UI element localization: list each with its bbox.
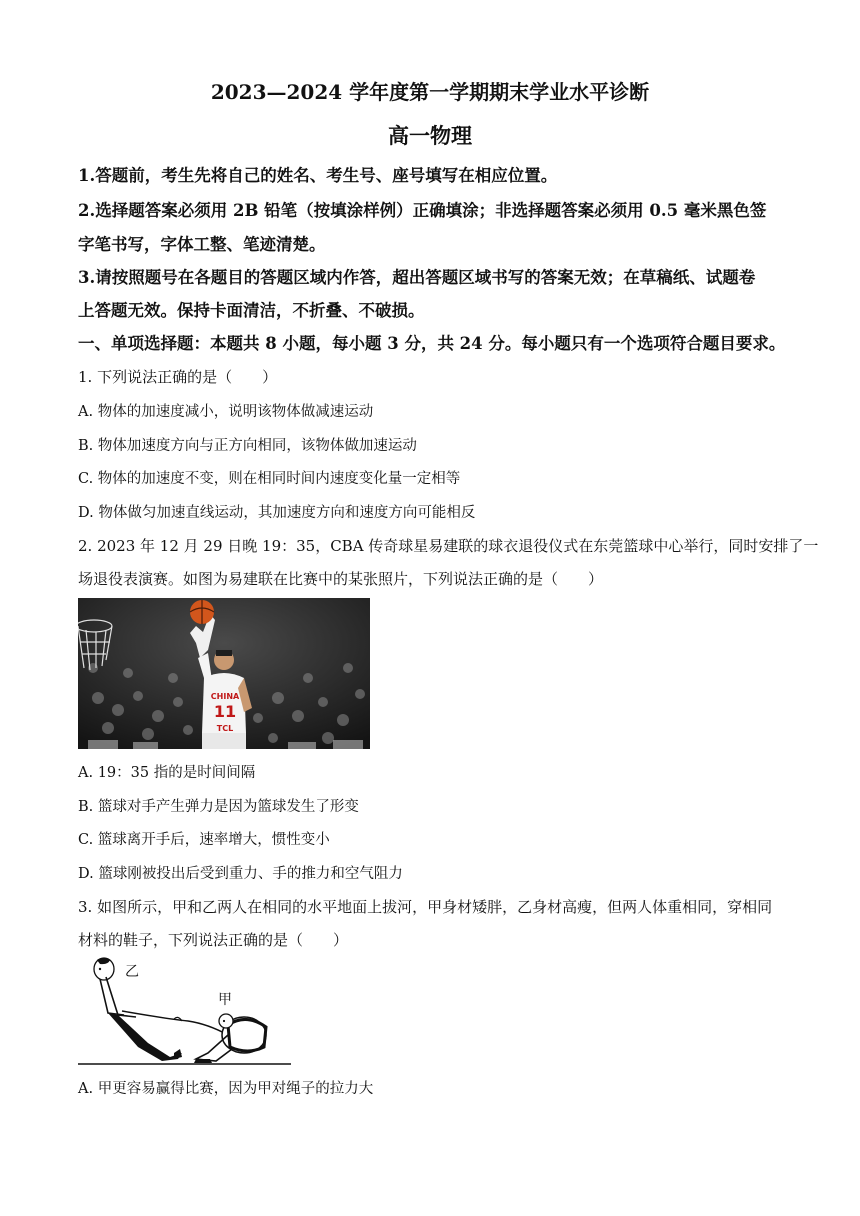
instruction-line: 2.选择题答案必须用 2B 铅笔（按填涂样例）正确填涂；非选择题答案必须用 0.5 毫米黑色签	[78, 201, 767, 220]
exam-title: 2023—2024 学年度第一学期期末学业水平诊断	[210, 80, 650, 104]
option-a: A. 甲更容易赢得比赛，因为甲对绳子的拉力大	[78, 1081, 374, 1097]
option-b: B. 篮球对手产生弹力是因为篮球发生了形变	[78, 799, 359, 815]
instruction-line: 上答题无效。保持卡面清洁，不折叠、不破损。	[78, 301, 425, 320]
section-heading: 一、单项选择题：本题共 8 小题，每小题 3 分，共 24 分。每小题只有一个选项符合题目要求。	[78, 334, 786, 353]
option-d: D. 物体做匀加速直线运动，其加速度方向和速度方向可能相反	[78, 505, 476, 521]
question-stem: 3. 如图所示，甲和乙两人在相同的水平地面上拔河，甲身材矮胖，乙身材高瘦，但两人体重相同，穿相同	[78, 898, 773, 916]
label-yi: 乙	[125, 964, 139, 980]
question-stem: 2. 2023 年 12 月 29 日晚 19：35，CBA 传奇球星易建联的球衣退役仪式在东莞篮球中心举行，同时安排了一	[78, 537, 819, 555]
tug-of-war-figure	[78, 955, 293, 1067]
question-stem: 场退役表演赛。如图为易建联在比赛中的某张照片，下列说法正确的是（ ）	[78, 570, 604, 588]
option-a: A. 19：35 指的是时间间隔	[78, 765, 256, 781]
option-d: D. 篮球刚被投出后受到重力、手的推力和空气阻力	[78, 866, 403, 882]
option-a: A. 物体的加速度减小，说明该物体做减速运动	[78, 404, 374, 420]
jersey-number: 11	[213, 702, 237, 721]
instruction-line: 1.答题前，考生先将自己的姓名、考生号、座号填写在相应位置。	[78, 166, 558, 185]
label-jia: 甲	[218, 992, 232, 1008]
instruction-line: 3.请按照题号在各题目的答题区域内作答，超出答题区域书写的答案无效；在草稿纸、试题卷	[78, 268, 756, 287]
jersey-text: CHINA	[210, 692, 240, 701]
jersey-sponsor: TCL	[216, 724, 234, 733]
instruction-line: 字笔书写，字体工整、笔迹清楚。	[78, 235, 326, 254]
question-stem: 1. 下列说法正确的是（ ）	[78, 368, 278, 386]
question-stem: 材料的鞋子，下列说法正确的是（ ）	[78, 931, 349, 949]
option-c: C. 篮球离开手后，速率增大，惯性变小	[78, 832, 330, 848]
exam-subject: 高一物理	[388, 123, 472, 148]
option-b: B. 物体加速度方向与正方向相同，该物体做加速运动	[78, 438, 417, 454]
option-c: C. 物体的加速度不变，则在相同时间内速度变化量一定相等	[78, 471, 461, 487]
